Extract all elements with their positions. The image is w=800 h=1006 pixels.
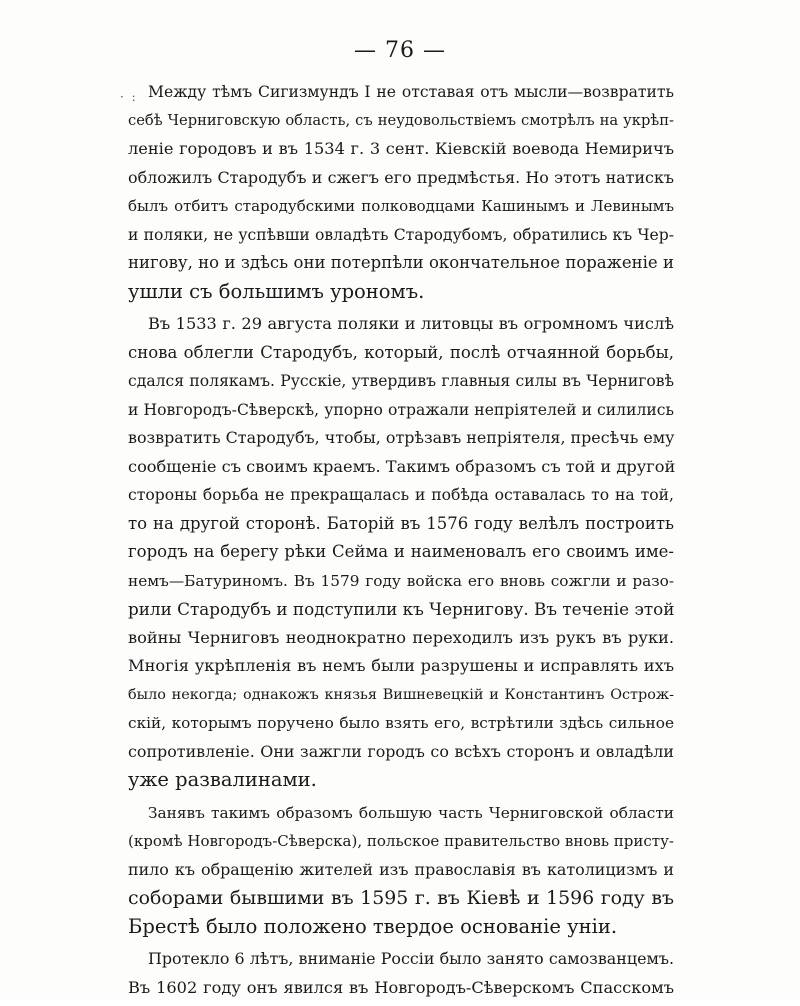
text-line: ушли съ большимъ урономъ.	[128, 279, 425, 303]
text-line: было некогда; однакожъ князья Вишневецкій и Константинъ Острож-	[128, 686, 674, 703]
text-line: былъ отбитъ стародубскими полководцами Кашинымъ и Левинымъ	[128, 197, 674, 215]
paragraph	[128, 799, 674, 942]
text-line: немъ—Батуриномъ. Въ 1579 году войска его вновь сожгли и разо-	[128, 571, 674, 590]
text-line: войны Черниговъ неоднократно переходилъ изъ рукъ въ руки.	[128, 627, 674, 647]
text-line: леніе городовъ и въ 1534 г. 3 сент. Кіевскій воевода Немиричъ	[128, 139, 674, 158]
text-line: и поляки, не успѣвши овладѣть Стародубомъ, обратились къ Чер-	[128, 225, 674, 244]
scan-specks: · :	[120, 90, 138, 104]
text-line: нигову, но и здѣсь они потерпѣли окончательное пораженіе и	[128, 253, 674, 272]
text-line: скій, которымъ поручено было взять его, встрѣтили здѣсь сильное	[128, 714, 674, 732]
text-line: себѣ Черниговскую область, съ неудовольствіемъ смотрѣлъ на укрѣп-	[128, 111, 674, 129]
text-line: Занявъ такимъ образомъ большую часть Черниговской области	[148, 803, 674, 822]
text-line: рили Стародубъ и подступили къ Чернигову. Въ теченіе этой	[128, 599, 675, 619]
text-line: (кромѣ Новгородъ-Сѣверска), польское правительство вновь присту-	[128, 832, 674, 850]
paragraph	[128, 945, 674, 1002]
paragraph	[128, 310, 674, 795]
text-line: сдался полякамъ. Русскіе, утвердивъ главныя силы въ Черниговѣ	[128, 372, 674, 390]
text-line: сообщеніе съ своимъ краемъ. Такимъ образомъ съ той и другой	[128, 456, 676, 476]
text-line: возвратить Стародубъ, чтобы, отрѣзавъ непріятеля, пресѣчь ему	[128, 428, 675, 447]
paragraph	[128, 78, 674, 306]
text-line: соборами бывшими въ 1595 г. въ Кіевѣ и 1596 году въ	[128, 887, 674, 909]
page-number: — 76 —	[354, 38, 446, 63]
text-line: Протекло 6 лѣтъ, вниманіе Россіи было занято самозванцемъ.	[148, 949, 674, 968]
page-text	[128, 78, 674, 1006]
text-line: Въ 1602 году онъ явился въ Новгородъ-Сѣверскомъ Спасскомъ	[128, 977, 674, 997]
text-line: снова облегли Стародубъ, который, послѣ отчаянной борьбы,	[128, 342, 674, 362]
text-line: обложилъ Стародубъ и сжегъ его предмѣстья. Но этотъ натискъ	[128, 167, 674, 187]
text-line: сопротивленіе. Они зажгли городъ со всѣхъ сторонъ и овладѣли	[128, 741, 674, 761]
text-line: то на другой сторонѣ. Баторій въ 1576 году велѣлъ построить	[128, 513, 674, 533]
text-line: стороны борьба не прекращалась и побѣда оставалась то на той,	[128, 486, 674, 504]
text-line: Брестѣ было положено твердое основаніе уніи.	[128, 914, 618, 938]
text-line: Многія укрѣпленія въ немъ были разрушены и исправлять ихъ	[128, 656, 674, 675]
text-line: уже развалинами.	[128, 768, 317, 791]
text-line: пило къ обращенію жителей изъ православія въ католицизмъ и	[128, 859, 674, 879]
text-line: и Новгородъ-Сѣверскѣ, упорно отражали непріятелей и силились	[128, 400, 674, 419]
text-line: Въ 1533 г. 29 августа поляки и литовцы въ огромномъ числѣ	[148, 314, 674, 333]
text-line: городъ на берегу рѣки Сейма и наименовалъ его своимъ име-	[128, 542, 674, 561]
text-line: Между тѣмъ Сигизмундъ I не отставая отъ мысли—возвратить	[148, 83, 674, 101]
